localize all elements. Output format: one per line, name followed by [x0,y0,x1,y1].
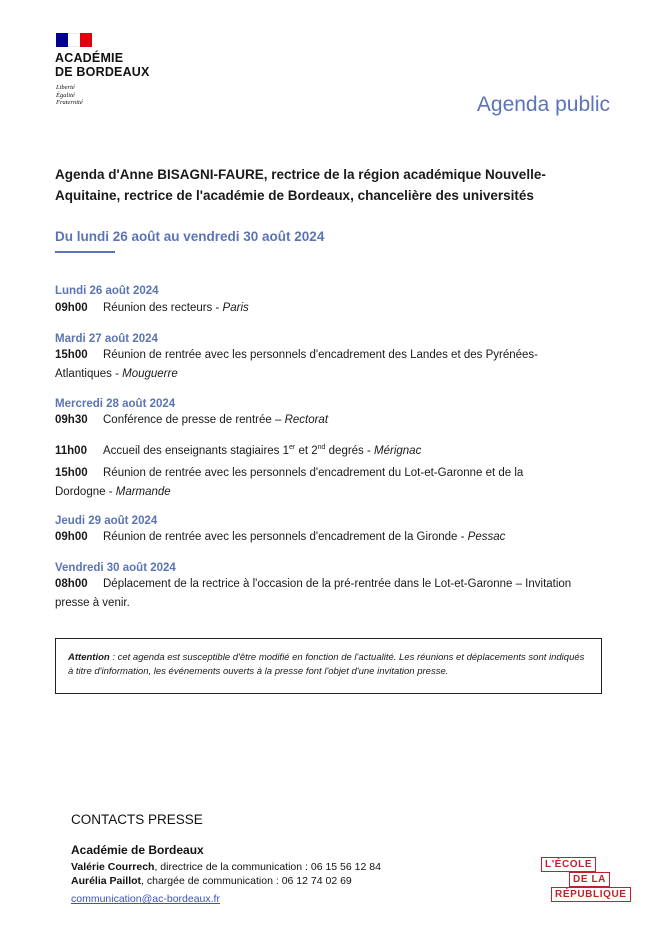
day-heading-thursday: Jeudi 29 août 2024 [55,515,158,527]
entry-place: Marmande [115,486,171,498]
entry-time: 08h00 [55,578,88,590]
entry-text: Réunion de rentrée avec les personnels d'encadrement de la Gironde - [103,531,468,543]
ecole-badge-line-2 [569,872,610,887]
notice-bold: Attention [68,652,110,663]
badge-text-3: RÉPUBLIQUE [551,887,631,902]
entry-text: Réunion de rentrée avec les personnels d'encadrement du Lot-et-Garonne et de la Dordogne - [55,467,524,498]
date-range: Du lundi 26 août au vendredi 30 août 2024 [55,229,325,244]
motto-egalite: Égalité [56,91,75,99]
logo-line-1: ACADÉMIE [55,51,124,65]
superscript-er: er [289,444,296,451]
entry-text-c: degrés - [325,444,375,457]
badge-text-2: DE LA [569,872,610,887]
contact-role: , chargée de communication : 06 12 74 02 69 [141,875,352,887]
entry-text: Réunion de rentrée avec les personnels d'encadrement des Landes et des Pyrénées-Atlantiques - [55,349,538,380]
entry-text: Réunion des recteurs - [103,302,223,314]
republic-flag-logo [56,33,92,47]
entry-place: Mouguerre [122,368,178,380]
agenda-title: Agenda d'Anne BISAGNI-FAURE, rectrice de la région académique Nouvelle-Aquitaine, rectrice de l'académie de Bordeaux, chancelière des universités [55,167,546,203]
motto-liberte: Liberté [56,84,75,91]
flag-red-band [80,33,92,47]
contact-email-link[interactable]: communication@ac-bordeaux.fr [71,893,220,905]
contact-role: , directrice de la communication : 06 15 56 12 84 [154,861,381,873]
entry-place: Pessac [467,531,506,543]
flag-white-band [68,33,80,47]
day-heading-tuesday: Mardi 27 août 2024 [55,333,158,345]
contact-name: Valérie Courrech [71,861,155,873]
agenda-entry [55,299,575,318]
entry-text-b: et 2 [295,444,318,457]
contacts-title: CONTACTS PRESSE [71,812,203,827]
entry-time: 15h00 [55,349,88,361]
ecole-badge-line-1 [541,857,596,872]
notice-body: : cet agenda est susceptible d'être modifié en fonction de l'actualité. Les réunions et déplacements sont indiqués à titre d'information, les événements ouverts à la presse font l'objet d'une invitation presse. [68,652,585,677]
entry-time: 09h30 [55,414,88,426]
agenda-entry [55,464,575,502]
day-heading-friday: Vendredi 30 août 2024 [55,562,176,574]
entry-time: 15h00 [55,467,88,479]
contacts-org: Académie de Bordeaux [71,843,204,857]
ecole-badge-line-3 [551,887,631,902]
superscript-nd: nd [317,444,326,451]
agenda-entry [55,575,575,613]
logo-line-2: DE BORDEAUX [55,65,150,79]
entry-text: Déplacement de la rectrice à l'occasion de la pré-rentrée dans le Lot-et-Garonne – Invitation presse à venir. [55,578,572,609]
agenda-entry [55,438,575,461]
republic-motto [56,84,83,107]
contact-name: Aurélia Paillot [71,875,142,887]
entry-time: 09h00 [55,531,88,543]
agenda-entry [55,411,575,430]
academy-logo-text [55,51,150,79]
motto-fraternite: Fraternité [56,99,83,106]
day-heading-wednesday: Mercredi 28 août 2024 [55,398,176,410]
entry-place: Paris [222,302,249,314]
agenda-entry [55,528,575,547]
entry-place: Mérignac [374,444,422,457]
entry-place: Rectorat [284,414,329,426]
agenda-entry [55,346,575,384]
contact-person-1 [71,861,381,873]
day-heading-monday: Lundi 26 août 2024 [55,285,159,297]
attention-notice [55,638,602,694]
notice-text [68,651,589,679]
entry-time: 11h00 [55,444,87,457]
badge-text-1: L'ÉCOLE [541,857,596,872]
entry-text: Conférence de presse de rentrée – [103,414,285,426]
title-underline [55,251,115,253]
page-label: Agenda public [476,93,610,116]
entry-time: 09h00 [55,302,88,314]
contact-person-2 [71,875,352,887]
entry-text-a: Accueil des enseignants stagiaires 1 [103,444,290,457]
flag-blue-band [56,33,68,47]
